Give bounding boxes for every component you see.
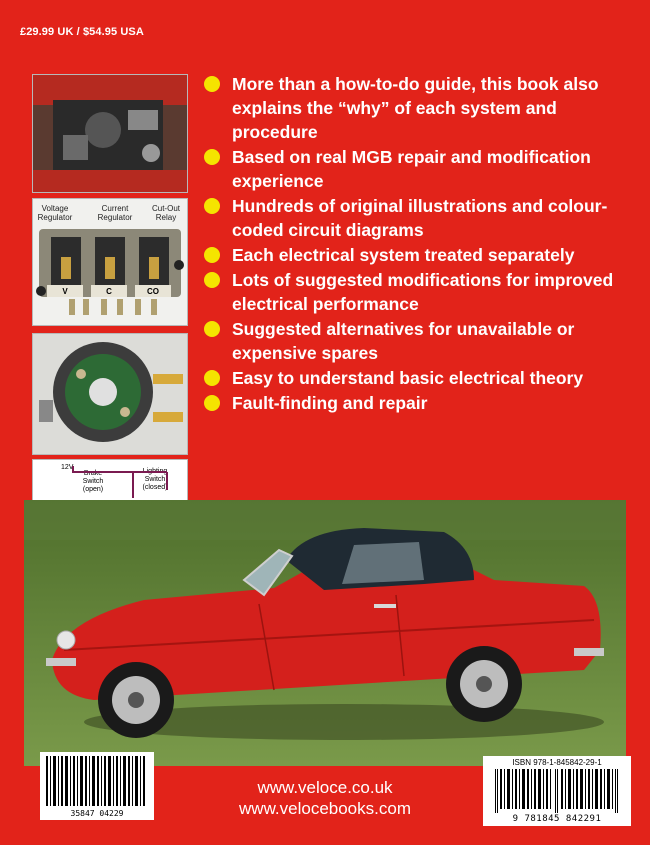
regulator-photo <box>32 198 188 326</box>
bullet-icon <box>204 321 220 337</box>
list-item: Each electrical system treated separately <box>204 243 624 267</box>
website-link-velocebooks[interactable]: www.velocebooks.com <box>239 799 411 818</box>
bullet-icon <box>204 370 220 386</box>
car-photo <box>24 500 626 766</box>
list-item: Hundreds of original illustrations and colour-coded circuit diagrams <box>204 194 624 242</box>
list-item: Suggested alternatives for unavailable or expensive spares <box>204 317 624 365</box>
list-item: Based on real MGB repair and modification experience <box>204 145 624 193</box>
voltage-regulator-label: Voltage Regulator <box>37 204 73 222</box>
list-item: Fault-finding and repair <box>204 391 624 415</box>
isbn-digits: 9 781845 842291 <box>512 814 602 824</box>
plate-v: V <box>62 287 68 296</box>
isbn-label: ISBN 978-1-845842-29-1 <box>512 758 602 767</box>
plate-co: CO <box>147 287 159 296</box>
current-regulator-label: Current Regulator <box>97 204 133 222</box>
website-link-veloce[interactable]: www.veloce.co.uk <box>257 778 393 797</box>
brake-switch-label: Brake Switch (open) <box>82 470 104 493</box>
list-item: Lots of suggested modifications for improved electrical performance <box>204 268 624 316</box>
cutout-relay-label: Cut-Out Relay <box>151 204 181 222</box>
lighting-switch-label: Lighting Switch (closed) <box>142 468 168 491</box>
list-item: Easy to understand basic electrical theory <box>204 366 624 390</box>
bullet-icon <box>204 149 220 165</box>
bullet-icon <box>204 76 220 92</box>
bullet-icon <box>204 272 220 288</box>
alternator-photo <box>32 333 188 455</box>
engine-bay-photo <box>32 74 188 193</box>
feature-list <box>204 72 624 416</box>
bullet-icon <box>204 395 220 411</box>
bullet-icon <box>204 247 220 263</box>
left-barcode <box>40 752 154 820</box>
isbn-barcode <box>483 756 631 826</box>
circuit-voltage-label: 12V <box>61 464 74 471</box>
price-label: £29.99 UK / $54.95 USA <box>20 26 144 38</box>
left-barcode-digits: 35847 04229 <box>70 809 124 818</box>
plate-c: C <box>106 287 112 296</box>
bullet-icon <box>204 198 220 214</box>
list-item: More than a how-to-do guide, this book also explains the “why” of each system and procedure <box>204 72 624 144</box>
